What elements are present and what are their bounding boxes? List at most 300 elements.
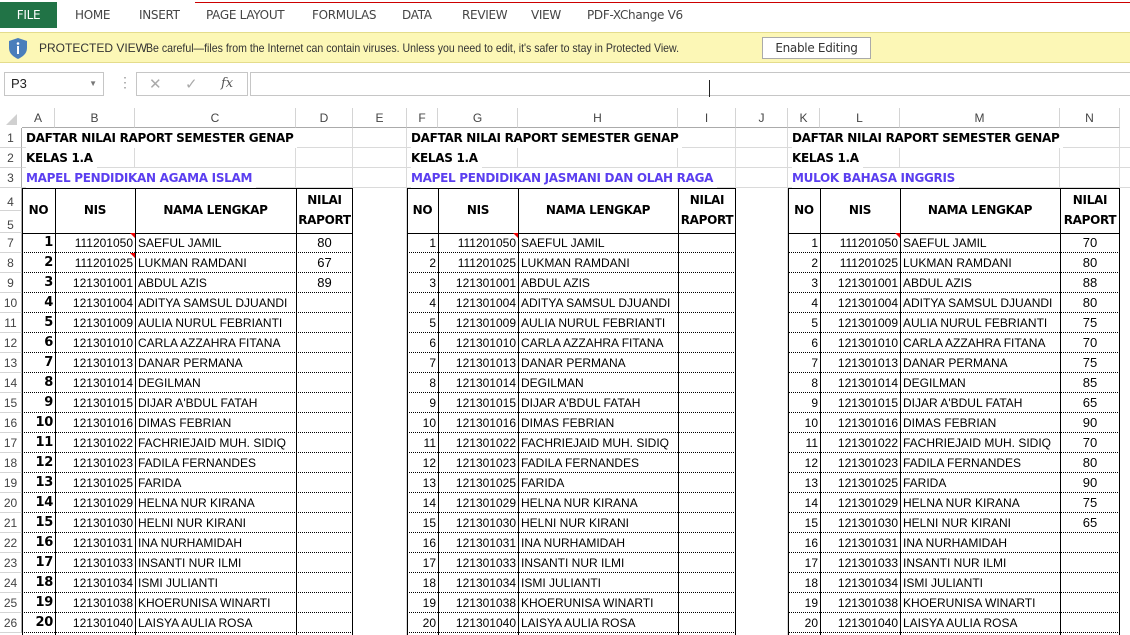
drag-handle-icon[interactable]: ⋮ bbox=[118, 74, 132, 90]
row-header-10[interactable]: 10 bbox=[0, 293, 22, 313]
student-name[interactable]: CARLA AZZAHRA FITANA bbox=[521, 336, 664, 350]
student-nis[interactable]: 121301023 bbox=[72, 456, 133, 470]
class-label: KELAS 1.A bbox=[411, 148, 482, 168]
student-nis[interactable]: 121301010 bbox=[455, 336, 516, 350]
row-header-16[interactable]: 16 bbox=[0, 413, 22, 433]
student-name[interactable]: AULIA NURUL FEBRIANTI bbox=[138, 316, 283, 330]
student-name[interactable]: DIJAR A'BDUL FATAH bbox=[138, 396, 258, 410]
student-score[interactable]: 75 bbox=[1082, 315, 1098, 330]
student-nis[interactable]: 121301025 bbox=[72, 476, 133, 490]
student-nis[interactable]: 121301014 bbox=[837, 376, 898, 390]
student-name[interactable]: FADILA FERNANDES bbox=[521, 456, 640, 470]
row-header-18[interactable]: 18 bbox=[0, 453, 22, 473]
student-nis[interactable]: 111201025 bbox=[839, 256, 898, 270]
student-nis[interactable]: 121301033 bbox=[455, 556, 516, 570]
student-no[interactable]: 8 bbox=[811, 376, 818, 390]
student-name[interactable]: AULIA NURUL FEBRIANTI bbox=[521, 316, 666, 330]
student-no[interactable]: 2 bbox=[44, 255, 53, 270]
student-no[interactable]: 3 bbox=[811, 276, 818, 290]
student-score[interactable]: 89 bbox=[317, 275, 332, 290]
table-border-vertical bbox=[518, 188, 519, 635]
student-nis[interactable]: 121301009 bbox=[455, 316, 516, 330]
header-raport: RAPORT bbox=[680, 213, 734, 227]
student-no[interactable]: 17 bbox=[804, 556, 818, 570]
student-score[interactable]: 80 bbox=[317, 235, 332, 250]
text-cursor-icon bbox=[709, 80, 714, 97]
row-header-15[interactable]: 15 bbox=[0, 393, 22, 413]
student-no[interactable]: 13 bbox=[35, 475, 53, 490]
student-score[interactable]: 65 bbox=[1082, 395, 1098, 410]
student-nis[interactable]: 111201025 bbox=[457, 256, 516, 270]
table-title: DAFTAR NILAI RAPORT SEMESTER GENAP bbox=[792, 128, 1063, 148]
class-label: KELAS 1.A bbox=[792, 148, 863, 168]
tab-formulas[interactable]: FORMULAS bbox=[312, 8, 377, 22]
header-nama: NAMA LENGKAP bbox=[927, 203, 1033, 217]
row-header-22[interactable]: 22 bbox=[0, 533, 22, 553]
student-no[interactable]: 6 bbox=[44, 335, 53, 350]
student-nis[interactable]: 121301014 bbox=[455, 376, 516, 390]
student-no[interactable]: 17 bbox=[422, 556, 436, 570]
student-no[interactable]: 1 bbox=[811, 236, 818, 250]
subject-label: MAPEL PENDIDIKAN JASMANI DAN OLAH RAGA bbox=[411, 168, 717, 188]
student-nis[interactable]: 111201050 bbox=[74, 236, 133, 250]
student-nis[interactable]: 121301016 bbox=[72, 416, 133, 430]
student-nis[interactable]: 121301015 bbox=[455, 396, 516, 410]
student-name[interactable]: FARIDA bbox=[138, 476, 182, 490]
student-no[interactable]: 4 bbox=[429, 296, 436, 310]
student-score[interactable]: 85 bbox=[1082, 375, 1098, 390]
student-no[interactable]: 14 bbox=[804, 496, 818, 510]
student-no[interactable]: 1 bbox=[429, 236, 436, 250]
student-nis[interactable]: 121301025 bbox=[837, 476, 898, 490]
student-name[interactable]: DIMAS FEBRIAN bbox=[521, 416, 615, 430]
student-name[interactable]: SAEFUL JAMIL bbox=[138, 236, 222, 250]
student-nis[interactable]: 121301004 bbox=[72, 296, 133, 310]
student-nis[interactable]: 121301013 bbox=[455, 356, 516, 370]
student-no[interactable]: 15 bbox=[35, 515, 53, 530]
student-score[interactable]: 75 bbox=[1082, 355, 1098, 370]
student-no[interactable]: 19 bbox=[804, 596, 818, 610]
student-no[interactable]: 2 bbox=[811, 256, 818, 270]
column-header-E[interactable]: E bbox=[353, 108, 407, 128]
student-name[interactable]: ISMI JULIANTI bbox=[521, 576, 602, 590]
chevron-down-icon[interactable]: ▼ bbox=[89, 79, 97, 88]
spreadsheet-grid[interactable] bbox=[0, 108, 1130, 635]
header-nama: NAMA LENGKAP bbox=[163, 203, 268, 217]
row-header-7[interactable]: 7 bbox=[0, 233, 22, 253]
student-no[interactable]: 4 bbox=[44, 295, 53, 310]
row-header-19[interactable]: 19 bbox=[0, 473, 22, 493]
student-no[interactable]: 12 bbox=[35, 455, 53, 470]
protected-view-message: Be careful—files from the Internet can contain viruses. Unless you need to edit, it's safer to stay in Protected View. bbox=[146, 41, 680, 55]
row-header-2[interactable]: 2 bbox=[0, 148, 22, 168]
tab-insert[interactable]: INSERT bbox=[139, 8, 180, 22]
student-nis[interactable]: 121301001 bbox=[455, 276, 516, 290]
student-name[interactable]: DEGILMAN bbox=[138, 376, 201, 390]
student-no[interactable]: 9 bbox=[429, 396, 436, 410]
student-no[interactable]: 15 bbox=[422, 516, 436, 530]
enter-icon[interactable]: ✓ bbox=[185, 76, 198, 93]
row-header-17[interactable]: 17 bbox=[0, 433, 22, 453]
student-nis[interactable]: 121301040 bbox=[72, 616, 133, 630]
column-header-F[interactable]: F bbox=[407, 108, 438, 128]
formula-input[interactable] bbox=[250, 72, 1130, 96]
student-name[interactable]: DANAR PERMANA bbox=[521, 356, 626, 370]
row-header-25[interactable]: 25 bbox=[0, 593, 22, 613]
row-divider bbox=[407, 632, 736, 633]
student-score[interactable]: 80 bbox=[1082, 455, 1098, 470]
student-name[interactable]: HELNA NUR KIRANA bbox=[903, 496, 1020, 510]
row-header-3[interactable]: 3 bbox=[0, 168, 22, 188]
student-nis[interactable]: 121301023 bbox=[455, 456, 516, 470]
row-header-23[interactable]: 23 bbox=[0, 553, 22, 573]
formula-buttons bbox=[136, 72, 248, 96]
student-no[interactable]: 18 bbox=[35, 575, 53, 590]
student-name[interactable]: INSANTI NUR ILMI bbox=[138, 556, 242, 570]
student-no[interactable]: 12 bbox=[804, 456, 818, 470]
table-border-vertical bbox=[296, 188, 297, 635]
row-header-26[interactable]: 26 bbox=[0, 613, 22, 633]
column-header-H[interactable]: H bbox=[518, 108, 678, 128]
student-name[interactable]: SAEFUL JAMIL bbox=[521, 236, 605, 250]
student-nis[interactable]: 121301022 bbox=[72, 436, 133, 450]
student-nis[interactable]: 111201050 bbox=[839, 236, 898, 250]
student-name[interactable]: DEGILMAN bbox=[521, 376, 584, 390]
student-nis[interactable]: 121301034 bbox=[72, 576, 133, 590]
student-no[interactable]: 16 bbox=[804, 536, 818, 550]
header-nis: NIS bbox=[83, 203, 107, 217]
student-name[interactable]: ABDUL AZIS bbox=[521, 276, 590, 290]
student-score[interactable]: 65 bbox=[1082, 515, 1098, 530]
student-no[interactable]: 3 bbox=[429, 276, 436, 290]
student-nis[interactable]: 121301038 bbox=[455, 596, 516, 610]
student-no[interactable]: 17 bbox=[35, 555, 53, 570]
student-name[interactable]: HELNA NUR KIRANA bbox=[521, 496, 638, 510]
header-nilai: NILAI bbox=[307, 193, 342, 207]
student-name[interactable]: LUKMAN RAMDANI bbox=[521, 256, 630, 270]
student-nis[interactable]: 121301023 bbox=[837, 456, 898, 470]
protected-view-bar bbox=[0, 32, 1130, 63]
tab-pdf-xchange-v6[interactable]: PDF-XChange V6 bbox=[587, 8, 683, 22]
student-no[interactable]: 11 bbox=[805, 436, 818, 450]
table-border-vertical bbox=[407, 188, 408, 635]
student-name[interactable]: HELNI NUR KIRANI bbox=[521, 516, 630, 530]
student-score[interactable]: 80 bbox=[1082, 255, 1098, 270]
student-nis[interactable]: 121301022 bbox=[455, 436, 516, 450]
student-nis[interactable]: 121301009 bbox=[837, 316, 898, 330]
student-no[interactable]: 5 bbox=[44, 315, 53, 330]
column-header-G[interactable]: G bbox=[438, 108, 518, 128]
student-name[interactable]: ABDUL AZIS bbox=[903, 276, 972, 290]
column-header-M[interactable]: M bbox=[900, 108, 1060, 128]
row-header-4[interactable]: 4 bbox=[0, 188, 22, 211]
student-name[interactable]: KHOERUNISA WINARTI bbox=[521, 596, 654, 610]
student-no[interactable]: 15 bbox=[804, 516, 818, 530]
student-nis[interactable]: 111201050 bbox=[457, 236, 516, 250]
header-no: NO bbox=[412, 203, 433, 217]
header-no: NO bbox=[28, 203, 49, 217]
student-no[interactable]: 8 bbox=[429, 376, 436, 390]
student-name[interactable]: LAISYA AULIA ROSA bbox=[521, 616, 636, 630]
class-label: KELAS 1.A bbox=[26, 148, 97, 168]
student-name[interactable]: DEGILMAN bbox=[903, 376, 966, 390]
column-header-K[interactable]: K bbox=[788, 108, 820, 128]
student-nis[interactable]: 121301014 bbox=[72, 376, 133, 390]
row-header-11[interactable]: 11 bbox=[0, 313, 22, 333]
column-header-I[interactable]: I bbox=[678, 108, 736, 128]
student-nis[interactable]: 121301034 bbox=[837, 576, 898, 590]
header-nis: NIS bbox=[848, 203, 872, 217]
student-nis[interactable]: 121301030 bbox=[837, 516, 898, 530]
student-nis[interactable]: 121301038 bbox=[72, 596, 133, 610]
column-header-C[interactable]: C bbox=[135, 108, 296, 128]
student-name[interactable]: AULIA NURUL FEBRIANTI bbox=[903, 316, 1048, 330]
insert-function-icon[interactable]: fx bbox=[221, 76, 234, 91]
student-no[interactable]: 3 bbox=[44, 275, 53, 290]
student-score[interactable]: 80 bbox=[1082, 295, 1098, 310]
student-nis[interactable]: 121301031 bbox=[837, 536, 898, 550]
row-header-24[interactable]: 24 bbox=[0, 573, 22, 593]
student-name[interactable]: LAISYA AULIA ROSA bbox=[138, 616, 253, 630]
cancel-icon[interactable]: ✕ bbox=[149, 76, 162, 93]
student-nis[interactable]: 121301033 bbox=[72, 556, 133, 570]
student-no[interactable]: 20 bbox=[35, 615, 53, 630]
student-no[interactable]: 5 bbox=[811, 316, 818, 330]
student-no[interactable]: 9 bbox=[811, 396, 818, 410]
table-border-vertical bbox=[678, 188, 679, 635]
student-nis[interactable]: 121301033 bbox=[837, 556, 898, 570]
student-name[interactable]: INSANTI NUR ILMI bbox=[903, 556, 1007, 570]
student-score[interactable]: 67 bbox=[317, 255, 332, 270]
student-no[interactable]: 11 bbox=[35, 435, 53, 450]
student-name[interactable]: KHOERUNISA WINARTI bbox=[138, 596, 271, 610]
student-name[interactable]: FACHRIEJAID MUH. SIDIQ bbox=[521, 436, 670, 450]
enable-editing-button[interactable]: Enable Editing bbox=[762, 37, 871, 59]
student-score[interactable]: 88 bbox=[1082, 275, 1098, 290]
student-nis[interactable]: 121301029 bbox=[837, 496, 898, 510]
row-divider bbox=[788, 632, 1120, 633]
student-no[interactable]: 6 bbox=[429, 336, 436, 350]
column-header-L[interactable]: L bbox=[820, 108, 900, 128]
table-border-vertical bbox=[1060, 188, 1061, 635]
shield-info-icon bbox=[9, 38, 27, 59]
student-nis[interactable]: 121301001 bbox=[72, 276, 133, 290]
student-name[interactable]: HELNI NUR KIRANI bbox=[138, 516, 247, 530]
student-nis[interactable]: 121301030 bbox=[72, 516, 133, 530]
student-no[interactable]: 13 bbox=[804, 476, 818, 490]
table-border-vertical bbox=[820, 188, 821, 635]
student-no[interactable]: 7 bbox=[811, 356, 818, 370]
student-name[interactable]: FADILA FERNANDES bbox=[903, 456, 1022, 470]
formula-bar bbox=[0, 64, 1130, 106]
student-no[interactable]: 2 bbox=[429, 256, 436, 270]
select-all-button[interactable] bbox=[0, 108, 22, 128]
table-border-vertical bbox=[900, 188, 901, 635]
student-score[interactable]: 70 bbox=[1082, 435, 1098, 450]
row-header-8[interactable]: 8 bbox=[0, 253, 22, 273]
student-score[interactable]: 70 bbox=[1082, 335, 1098, 350]
column-header-J[interactable]: J bbox=[736, 108, 788, 128]
ribbon-tabs bbox=[0, 0, 1130, 28]
student-name[interactable]: FARIDA bbox=[903, 476, 947, 490]
student-score[interactable]: 75 bbox=[1082, 495, 1098, 510]
student-score[interactable]: 70 bbox=[1082, 235, 1098, 250]
student-name[interactable]: INA NURHAMIDAH bbox=[521, 536, 626, 550]
student-no[interactable]: 7 bbox=[429, 356, 436, 370]
student-nis[interactable]: 121301015 bbox=[72, 396, 133, 410]
student-name[interactable]: INA NURHAMIDAH bbox=[138, 536, 243, 550]
tab-view[interactable]: VIEW bbox=[531, 8, 561, 22]
student-name[interactable]: ABDUL AZIS bbox=[138, 276, 207, 290]
student-nis[interactable]: 121301025 bbox=[455, 476, 516, 490]
student-no[interactable]: 14 bbox=[35, 495, 53, 510]
student-nis[interactable]: 121301022 bbox=[837, 436, 898, 450]
table-border-vertical bbox=[22, 188, 23, 635]
student-nis[interactable]: 121301004 bbox=[455, 296, 516, 310]
table-border-vertical bbox=[352, 188, 353, 635]
row-header-21[interactable]: 21 bbox=[0, 513, 22, 533]
student-no[interactable]: 7 bbox=[44, 355, 53, 370]
student-no[interactable]: 9 bbox=[44, 395, 53, 410]
student-name[interactable]: CARLA AZZAHRA FITANA bbox=[903, 336, 1046, 350]
student-no[interactable]: 10 bbox=[422, 416, 436, 430]
student-no[interactable]: 16 bbox=[35, 535, 53, 550]
student-name[interactable]: FARIDA bbox=[521, 476, 565, 490]
student-no[interactable]: 10 bbox=[804, 416, 818, 430]
row-header-12[interactable]: 12 bbox=[0, 333, 22, 353]
row-header-13[interactable]: 13 bbox=[0, 353, 22, 373]
student-name[interactable]: DANAR PERMANA bbox=[138, 356, 243, 370]
student-name[interactable]: CARLA AZZAHRA FITANA bbox=[138, 336, 281, 350]
table-border-vertical bbox=[1119, 188, 1120, 635]
student-no[interactable]: 10 bbox=[35, 415, 53, 430]
student-nis[interactable]: 121301010 bbox=[837, 336, 898, 350]
row-header-1[interactable]: 1 bbox=[0, 128, 22, 148]
header-nama: NAMA LENGKAP bbox=[545, 203, 651, 217]
student-no[interactable]: 18 bbox=[804, 576, 818, 590]
student-name[interactable]: ADITYA SAMSUL DJUANDI bbox=[903, 296, 1053, 310]
tab-data[interactable]: DATA bbox=[402, 8, 432, 22]
student-nis[interactable]: 121301004 bbox=[837, 296, 898, 310]
student-nis[interactable]: 121301015 bbox=[837, 396, 898, 410]
student-name[interactable]: HELNA NUR KIRANA bbox=[138, 496, 255, 510]
student-name[interactable]: INA NURHAMIDAH bbox=[903, 536, 1008, 550]
student-name[interactable]: FADILA FERNANDES bbox=[138, 456, 257, 470]
student-no[interactable]: 1 bbox=[44, 235, 53, 250]
header-top-border bbox=[22, 188, 353, 189]
student-name[interactable]: DIJAR A'BDUL FATAH bbox=[903, 396, 1023, 410]
student-name[interactable]: ADITYA SAMSUL DJUANDI bbox=[138, 296, 288, 310]
student-name[interactable]: DIMAS FEBRIAN bbox=[903, 416, 997, 430]
student-name[interactable]: ISMI JULIANTI bbox=[138, 576, 219, 590]
student-name[interactable]: LUKMAN RAMDANI bbox=[138, 256, 247, 270]
student-no[interactable]: 19 bbox=[35, 595, 53, 610]
student-no[interactable]: 5 bbox=[429, 316, 436, 330]
student-nis[interactable]: 121301001 bbox=[837, 276, 898, 290]
student-nis[interactable]: 121301040 bbox=[455, 616, 516, 630]
name-box[interactable] bbox=[4, 72, 104, 96]
student-nis[interactable]: 111201025 bbox=[74, 256, 133, 270]
student-nis[interactable]: 121301031 bbox=[72, 536, 133, 550]
student-nis[interactable]: 121301016 bbox=[837, 416, 898, 430]
student-name[interactable]: INSANTI NUR ILMI bbox=[521, 556, 625, 570]
student-no[interactable]: 13 bbox=[422, 476, 436, 490]
student-name[interactable]: ISMI JULIANTI bbox=[903, 576, 984, 590]
student-nis[interactable]: 121301016 bbox=[455, 416, 516, 430]
student-no[interactable]: 20 bbox=[804, 616, 818, 630]
student-no[interactable]: 12 bbox=[422, 456, 436, 470]
student-name[interactable]: FACHRIEJAID MUH. SIDIQ bbox=[903, 436, 1052, 450]
student-nis[interactable]: 121301031 bbox=[455, 536, 516, 550]
student-nis[interactable]: 121301029 bbox=[455, 496, 516, 510]
student-no[interactable]: 8 bbox=[44, 375, 53, 390]
student-nis[interactable]: 121301010 bbox=[72, 336, 133, 350]
student-nis[interactable]: 121301030 bbox=[455, 516, 516, 530]
table-border-vertical bbox=[788, 188, 789, 635]
header-nis: NIS bbox=[466, 203, 490, 217]
student-nis[interactable]: 121301038 bbox=[837, 596, 898, 610]
tab-home[interactable]: HOME bbox=[75, 8, 111, 22]
student-no[interactable]: 4 bbox=[811, 296, 818, 310]
header-raport: RAPORT bbox=[1063, 213, 1117, 227]
student-no[interactable]: 6 bbox=[811, 336, 818, 350]
student-no[interactable]: 14 bbox=[422, 496, 436, 510]
student-score[interactable]: 90 bbox=[1082, 415, 1098, 430]
column-header-A[interactable]: A bbox=[22, 108, 55, 128]
student-name[interactable]: LUKMAN RAMDANI bbox=[903, 256, 1012, 270]
student-name[interactable]: KHOERUNISA WINARTI bbox=[903, 596, 1036, 610]
row-header-20[interactable]: 20 bbox=[0, 493, 22, 513]
student-no[interactable]: 16 bbox=[422, 536, 436, 550]
row-header-14[interactable]: 14 bbox=[0, 373, 22, 393]
student-name[interactable]: ADITYA SAMSUL DJUANDI bbox=[521, 296, 671, 310]
header-no: NO bbox=[794, 203, 814, 217]
student-nis[interactable]: 121301013 bbox=[72, 356, 133, 370]
student-no[interactable]: 11 bbox=[423, 436, 436, 450]
column-header-N[interactable]: N bbox=[1060, 108, 1120, 128]
student-nis[interactable]: 121301013 bbox=[837, 356, 898, 370]
subject-label: MAPEL PENDIDIKAN AGAMA ISLAM bbox=[26, 168, 256, 188]
student-name[interactable]: DANAR PERMANA bbox=[903, 356, 1008, 370]
student-name[interactable]: FACHRIEJAID MUH. SIDIQ bbox=[138, 436, 287, 450]
header-top-border bbox=[407, 188, 736, 189]
student-name[interactable]: SAEFUL JAMIL bbox=[903, 236, 987, 250]
tab-page-layout[interactable]: PAGE LAYOUT bbox=[206, 8, 285, 22]
tab-file[interactable]: FILE bbox=[0, 2, 57, 28]
tab-review[interactable]: REVIEW bbox=[462, 8, 508, 22]
student-name[interactable]: DIJAR A'BDUL FATAH bbox=[521, 396, 641, 410]
column-header-D[interactable]: D bbox=[296, 108, 353, 128]
row-header-5[interactable]: 5 bbox=[0, 211, 22, 233]
name-box-value: P3 bbox=[11, 76, 27, 91]
student-nis[interactable]: 121301009 bbox=[72, 316, 133, 330]
student-nis[interactable]: 121301040 bbox=[837, 616, 898, 630]
header-nilai: NILAI bbox=[1072, 193, 1108, 207]
table-border-vertical bbox=[55, 188, 56, 635]
student-no[interactable]: 19 bbox=[422, 596, 436, 610]
student-name[interactable]: HELNI NUR KIRANI bbox=[903, 516, 1012, 530]
student-nis[interactable]: 121301034 bbox=[455, 576, 516, 590]
student-nis[interactable]: 121301029 bbox=[72, 496, 133, 510]
student-no[interactable]: 20 bbox=[422, 616, 436, 630]
column-header-B[interactable]: B bbox=[55, 108, 135, 128]
subject-label: MULOK BAHASA INGGRIS bbox=[792, 168, 959, 188]
row-header-9[interactable]: 9 bbox=[0, 273, 22, 293]
student-score[interactable]: 90 bbox=[1082, 475, 1098, 490]
student-name[interactable]: LAISYA AULIA ROSA bbox=[903, 616, 1018, 630]
student-no[interactable]: 18 bbox=[422, 576, 436, 590]
student-name[interactable]: DIMAS FEBRIAN bbox=[138, 416, 232, 430]
